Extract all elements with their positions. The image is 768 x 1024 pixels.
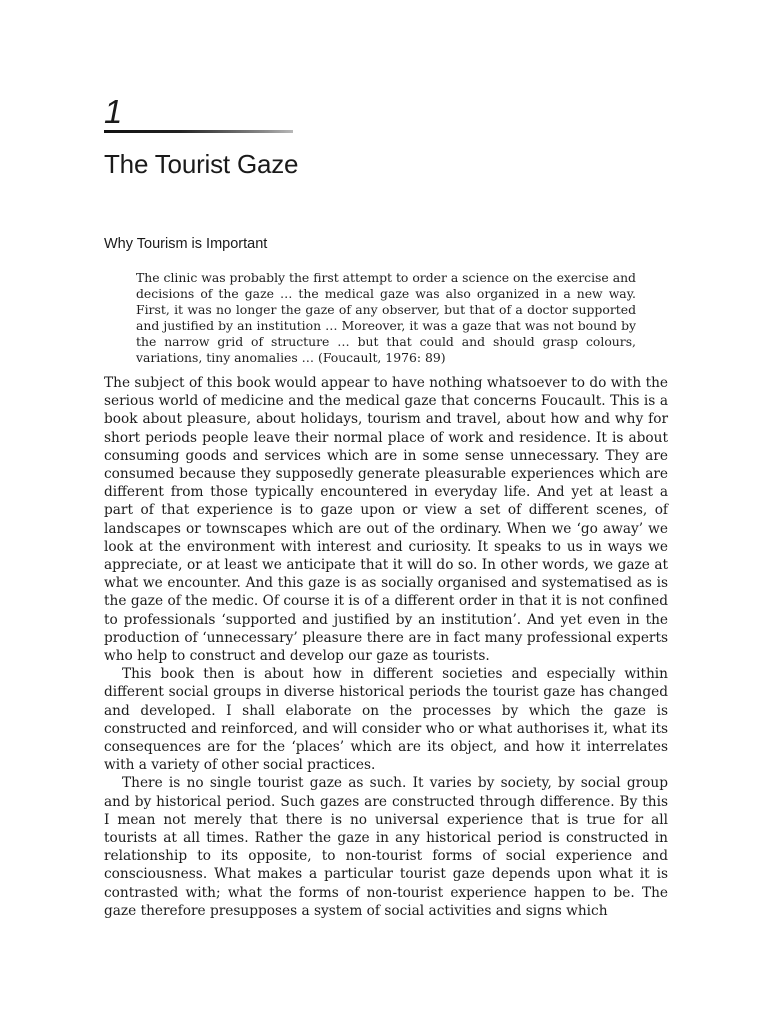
paragraph-3: There is no single tourist gaze as such. It varies by society, by social group and by historical period. Such gazes are constructed through difference. By this I mean not merely that there is no universal experience that is true for all tourists at all times. Rather the gaze in any historical period is constructed in relationship to its opposite, to non-tourist forms of social experience and consciousness. What makes a particular tourist gaze depends upon what it is contrasted with; what the forms of non-tourist experience happen to be. The gaze therefore presupposes a system of social activities and signs which xyxy=(104,775,668,919)
chapter-title: The Tourist Gaze xyxy=(104,149,299,179)
section-heading: Why Tourism is Important xyxy=(104,236,268,252)
chapter-number: 1 xyxy=(104,93,123,130)
chapter-rule xyxy=(104,130,293,133)
body-text xyxy=(104,374,668,920)
paragraph-1: The subject of this book would appear to have nothing whatsoever to do with the serious world of medicine and the medical gaze that concerns Foucault. This is a book about pleasure, about holidays, tourism and travel, about how and why for short periods people leave their normal place of work and residence. It is about consuming goods and services which are in some sense unnecessary. They are consumed because they supposedly generate pleasurable experiences which are different from those typically encountered in everyday life. And yet at least a part of that experience is to gaze upon or view a set of different scenes, of landscapes or townscapes which are out of the ordinary. When we ‘go away’ we look at the environment with interest and curiosity. It speaks to us in ways we appreciate, or at least we anticipate that it will do so. In other words, we gaze at what we encounter. And this gaze is as socially organised and systematised as is the gaze of the medic. Of course it is of a different order in that it is not confined to professionals ‘supported and justified by an institution’. And yet even in the production of ‘unnecessary’ pleasure there are in fact many professional experts who help to construct and develop our gaze as tourists. xyxy=(104,375,668,665)
paragraph-2: This book then is about how in different societies and especially within different social groups in diverse historical periods the tourist gaze has changed and developed. I shall elaborate on the processes by which the gaze is constructed and reinforced, and will consider who or what authorises it, what its consequences are for the ‘places’ which are its object, and how it interrelates with a variety of other social practices. xyxy=(104,666,668,774)
epigraph-quote: The clinic was probably the first attempt to order a science on the exercise and decisions of the gaze … the medical gaze was also organized in a new way. First, it was no longer the gaze of any observer, but that of a doctor supported and justified by an institution … Moreover, it was a gaze that was not bound by the narrow grid of structure … but that could and should grasp colours, variations, tiny anomalies … (Foucault, 1976: 89) xyxy=(136,270,636,366)
